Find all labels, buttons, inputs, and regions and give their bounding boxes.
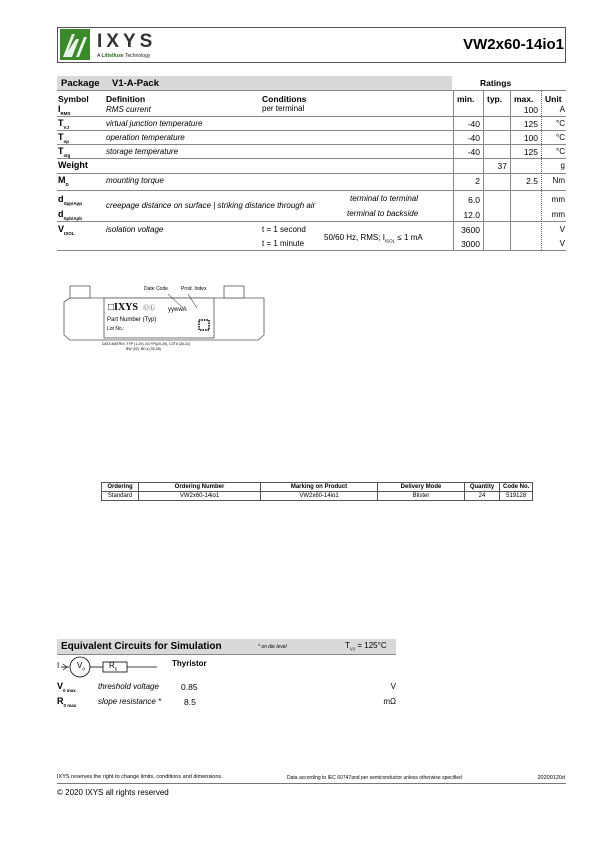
isolation-definition: isolation voltage <box>106 225 164 234</box>
creepage-cond-2: terminal to backside <box>347 209 419 218</box>
label-part-number: Part Number (Typ) <box>107 317 157 323</box>
row-unit: g <box>560 161 565 170</box>
row-min: -40 <box>467 133 480 143</box>
label-yyww: yywwA <box>168 307 187 313</box>
creepage-min-2: 12.0 <box>463 210 480 220</box>
r0max-unit: mΩ <box>383 697 396 706</box>
row-min: -40 <box>467 119 480 129</box>
thyristor-label: Thyristor <box>172 659 207 668</box>
isolation-conditions: 50/60 Hz, RMS; $I_{ISOL} \le 1$ mA <box>324 233 423 244</box>
creepage-min-1: 6.0 <box>468 195 480 205</box>
label-drawing <box>58 280 268 360</box>
row-max: 2.5 <box>526 176 538 186</box>
row-max: 100 <box>523 133 538 143</box>
row-unit: °C <box>556 133 565 142</box>
row-symbol: $T_{op}$ <box>58 132 69 144</box>
ul-icon: ⓊⓁ <box>143 306 156 312</box>
brand-tagline: A Littelfuse Technology <box>97 53 151 59</box>
v0max-unit: V <box>390 682 396 691</box>
row-definition: virtual junction temperature <box>106 119 203 128</box>
row-symbol: $I_{RMS}$ <box>58 104 71 116</box>
row-symbol: $T_{VJ}$ <box>58 118 70 130</box>
v0max-value: 0.85 <box>181 682 198 692</box>
creepage-definition: creepage distance on surface | striking distance through air <box>106 201 316 210</box>
row-divider <box>57 144 566 145</box>
ordering-header: Delivery Mode <box>378 483 465 492</box>
brand-name: IXYS <box>97 31 157 52</box>
isolation-time-1: t = 1 second <box>262 225 306 234</box>
row-max: 125 <box>523 147 538 157</box>
ordering-header: Quantity <box>465 483 500 492</box>
isolation-time-2: t = 1 minute <box>262 239 305 248</box>
ordering-header: Code No. <box>500 483 533 492</box>
row-divider <box>57 116 566 117</box>
ordering-cell: Blister <box>378 492 465 501</box>
row-definition: storage temperature <box>106 147 179 156</box>
row-symbol: $M_D$ <box>58 175 69 187</box>
date-code-label: Date Code <box>144 286 168 292</box>
row-unit: A <box>559 105 565 114</box>
row-divider <box>57 158 566 159</box>
col-definition: Definition <box>106 94 146 104</box>
row-divider <box>57 130 566 131</box>
footer-divider <box>57 783 566 784</box>
row-unit: Nm <box>552 176 565 185</box>
ordering-header: Ordering Number <box>139 483 261 492</box>
col-max: max. <box>514 94 534 104</box>
isolation-min-2: 3000 <box>461 239 480 249</box>
circuit-v0-label: $V_0$ <box>77 661 85 672</box>
circuit-current-label: I <box>57 661 60 670</box>
isolation-min-1: 3600 <box>461 225 480 235</box>
ixys-logo-mark <box>60 29 90 60</box>
package-name: V1-A-Pack <box>112 78 159 89</box>
label-logo: □IXYS <box>108 302 138 313</box>
r0max-symbol: $R_{0 max}$ <box>57 696 77 708</box>
part-number-title: VW2x60-14io1 <box>463 36 564 53</box>
footer-data-note: Data according to IEC 60747and per semiconductor unless otherwise specified <box>287 775 462 781</box>
ordering-table <box>101 482 533 501</box>
isolation-symbol: $V_{ISOL}$ <box>58 224 75 236</box>
row-conditions: per terminal <box>262 104 305 113</box>
col-symbol: Symbol <box>58 94 89 104</box>
creepage-cond-1: terminal to terminal <box>350 194 419 203</box>
col-conditions: Conditions <box>262 94 307 104</box>
label-note-2: BW (32), BD # (33-36) <box>126 347 161 351</box>
creepage-symbol-2: $d_{Spb/Apb}$ <box>58 209 82 221</box>
row-divider <box>57 173 566 174</box>
row-max: 100 <box>523 105 538 115</box>
row-min: -40 <box>467 147 480 157</box>
row-unit: °C <box>556 119 565 128</box>
ordering-cell: VW2x60-14io1 <box>261 492 378 501</box>
row-definition: mounting torque <box>106 176 164 185</box>
ordering-cell: 519128 <box>500 492 533 501</box>
ordering-header: Marking on Product <box>261 483 378 492</box>
ratings-label: Ratings <box>480 78 512 88</box>
r0max-definition: slope resistance * <box>98 697 162 706</box>
row-divider <box>57 190 566 191</box>
row-typ: 37 <box>497 161 507 171</box>
ordering-cell: Standard <box>102 492 139 501</box>
row-symbol: Weight <box>58 160 88 170</box>
package-label: Package <box>61 78 100 89</box>
footer-rights-note: IXYS reserves the right to change limits, conditions and dimensions. <box>57 774 223 780</box>
col-typ: typ. <box>487 94 503 104</box>
row-unit: °C <box>556 147 565 156</box>
ordering-row <box>102 492 533 501</box>
row-definition: operation temperature <box>106 133 185 142</box>
creepage-symbol-1: $d_{Spp/App}$ <box>58 194 82 206</box>
ordering-header: Ordering <box>102 483 139 492</box>
equivalent-note: * on die level <box>258 644 287 650</box>
equivalent-title: Equivalent Circuits for Simulation <box>61 641 222 652</box>
label-note-1: DATA MATRIX: TYP (1-19), DC+PI(20-25), LOT# (26-31) <box>102 342 191 346</box>
ordering-cell: VW2x60-14io1 <box>139 492 261 501</box>
row-definition: RMS current <box>106 105 151 114</box>
r0max-value: 8.5 <box>184 697 196 707</box>
prod-index-label: Prod. Index <box>181 286 207 292</box>
creepage-unit-1: mm <box>551 195 565 204</box>
row-max: 125 <box>523 119 538 129</box>
row-min: 2 <box>475 176 480 186</box>
col-unit: Unit <box>545 94 562 104</box>
isolation-unit-2: V <box>559 239 565 248</box>
footer-revision: 20200120d <box>537 775 565 781</box>
v0max-symbol: $V_{0 max}$ <box>57 681 76 693</box>
col-min: min. <box>457 94 475 104</box>
ordering-cell: 24 <box>465 492 500 501</box>
row-symbol: $T_{stg}$ <box>58 146 71 158</box>
label-lot-no: Lot No.: <box>107 326 125 332</box>
circuit-r0-label: $R_0$ <box>109 661 118 672</box>
tvj-condition: $T_{VJ} = 125^\circ C$ <box>345 641 387 652</box>
v0max-definition: threshold voltage <box>98 682 159 691</box>
footer-copyright: © 2020 IXYS all rights reserved <box>57 788 169 797</box>
creepage-unit-2: mm <box>551 210 565 219</box>
isolation-unit-1: V <box>559 225 565 234</box>
